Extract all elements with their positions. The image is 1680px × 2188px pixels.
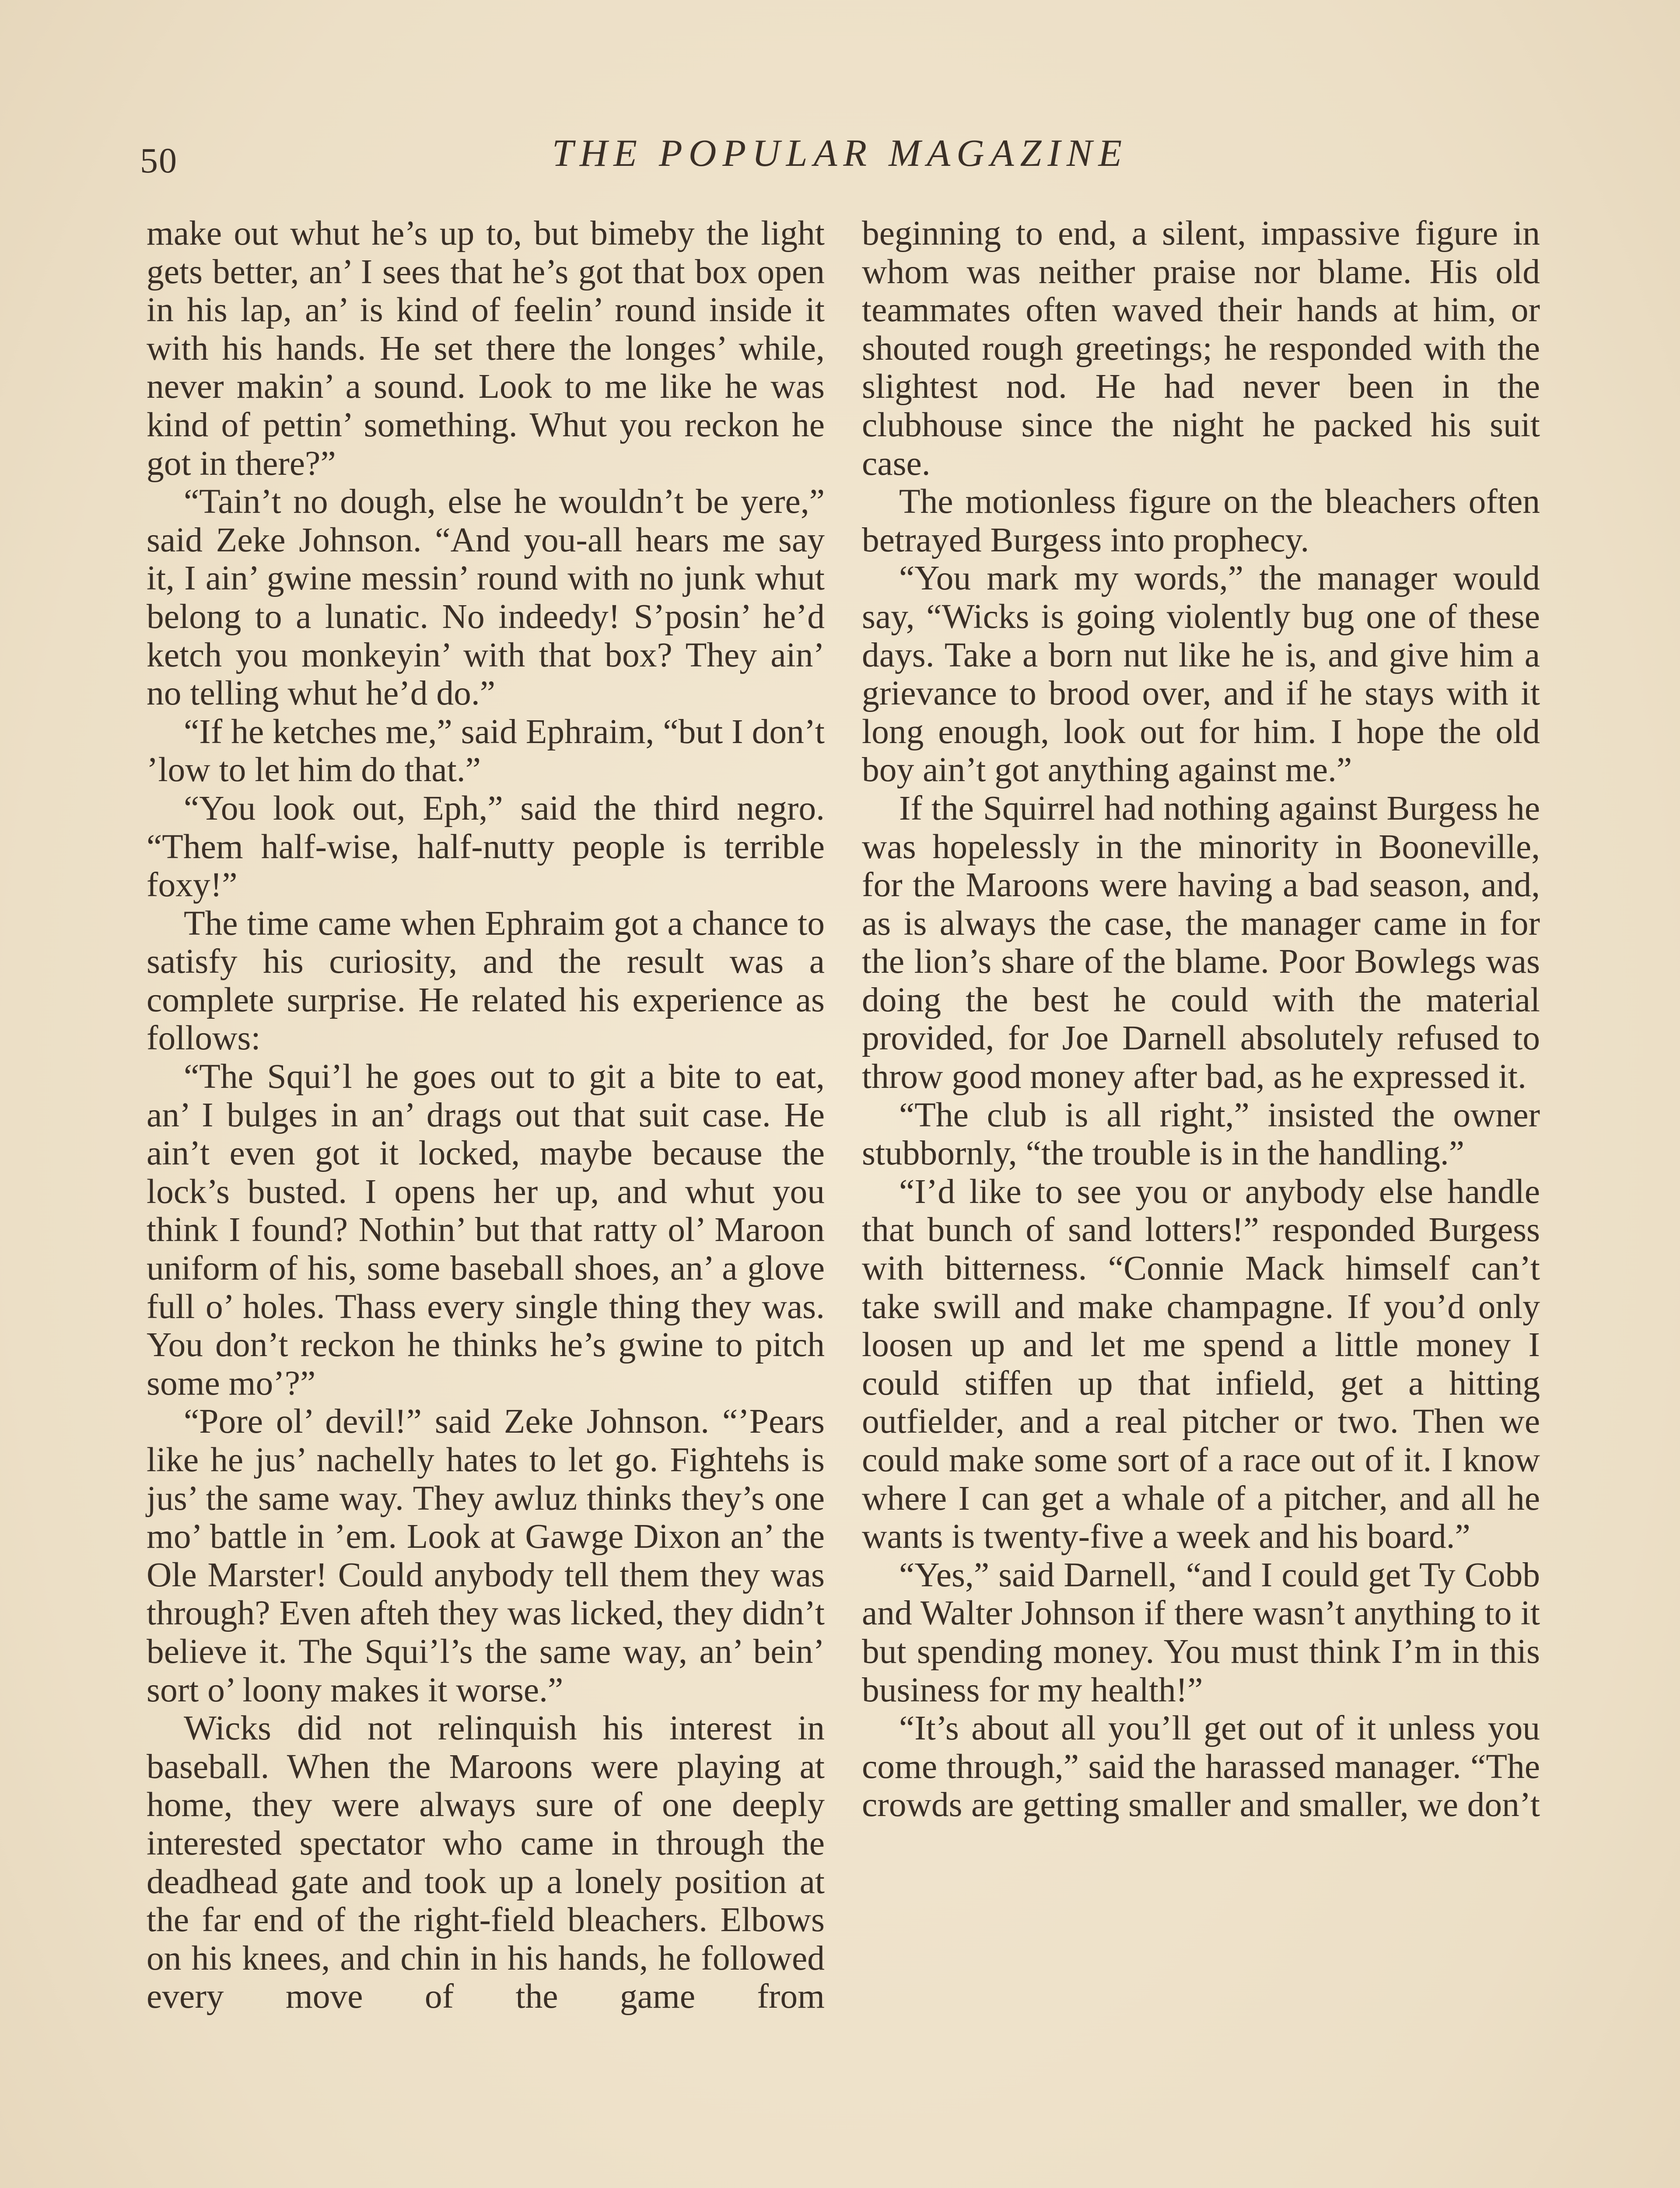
paragraph: Wicks did not relinquish his interest in baseball. When the Maroons were playing at home, they were always sure of one deeply interested spectator who came in through the deadhead gate and took up a lonely position at the far end of the right-field bleachers. Elbows on his knees, and chin in his hands, he followed every move of the game from	[147, 1709, 825, 2016]
running-title: THE POPULAR MAGAZINE	[552, 132, 1128, 175]
paragraph: “It’s about all you’ll get out of it unless you come through,” said the harassed manager. “The crowds are getting smaller and smaller, we don’t	[862, 1709, 1540, 1824]
right-column	[862, 214, 1540, 1824]
page-header	[140, 131, 1540, 193]
paragraph: “You mark my words,” the manager would say, “Wicks is going violently bug one of these days. Take a born nut like he is, and give him a grievance to brood over, and if he stays with it long enough, look out for him. I hope the old boy ain’t got anything against me.”	[862, 559, 1540, 789]
paragraph: “The Squi’l he goes out to git a bite to eat, an’ I bulges in an’ drags out that suit case. He ain’t even got it locked, maybe because the lock’s busted. I opens her up, and whut you think I found? Nothin’ but that ratty ol’ Maroon uniform of his, some baseball shoes, an’ a glove full o’ holes. Thass every single thing they was. You don’t reckon he thinks he’s gwine to pitch some mo’?”	[147, 1057, 825, 1403]
left-column	[147, 214, 825, 2016]
paragraph: “If he ketches me,” said Ephraim, “but I don’t ’low to let him do that.”	[147, 712, 825, 789]
paragraph: “You look out, Eph,” said the third negro. “Them half-wise, half-nutty people is terrible foxy!”	[147, 789, 825, 905]
paragraph: beginning to end, a silent, impassive figure in whom was neither praise nor blame. His old teammates often waved their hands at him, or shouted rough greetings; he responded with the slightest nod. He had never been in the clubhouse since the night he packed his suit case.	[862, 214, 1540, 483]
paragraph: make out whut he’s up to, but bimeby the light gets better, an’ I sees that he’s got that box open in his lap, an’ is kind of feelin’ round inside it with his hands. He set there the longes’ while, never makin’ a sound. Look to me like he was kind of pettin’ something. Whut you reckon he got in there?”	[147, 214, 825, 483]
paragraph: “Tain’t no dough, else he wouldn’t be yere,” said Zeke Johnson. “And you-all hears me say it, I ain’ gwine messin’ round with no junk whut belong to a lunatic. No indeedy! S’posin’ he’d ketch you monkeyin’ with that box? They ain’ no telling whut he’d do.”	[147, 482, 825, 713]
paragraph: The motionless figure on the bleachers often betrayed Burgess into prophecy.	[862, 482, 1540, 559]
paragraph: The time came when Ephraim got a chance to satisfy his curiosity, and the result was a complete surprise. He related his experience as follows:	[147, 904, 825, 1058]
paragraph: “Yes,” said Darnell, “and I could get Ty Cobb and Walter Johnson if there wasn’t anything to it but spending money. You must think I’m in this business for my health!”	[862, 1555, 1540, 1709]
paragraph: “I’d like to see you or anybody else handle that bunch of sand lotters!” responded Burgess with bitterness. “Connie Mack himself can’t take swill and make champagne. If you’d only loosen up and let me spend a little money I could stiffen up that infield, get a hitting outfielder, and a real pitcher or two. Then we could make some sort of a race out of it. I know where I can get a whale of a pitcher, and all he wants is twenty-five a week and his board.”	[862, 1172, 1540, 1556]
paragraph: “The club is all right,” insisted the owner stubbornly, “the trouble is in the handling.”	[862, 1095, 1540, 1173]
paragraph: If the Squirrel had nothing against Burgess he was hopelessly in the minority in Booneville, for the Maroons were having a bad season, and, as is always the case, the manager came in for the lion’s share of the blame. Poor Bowlegs was doing the best he could with the material provided, for Joe Darnell absolutely refused to throw good money after bad, as he expressed it.	[862, 789, 1540, 1096]
paragraph: “Pore ol’ devil!” said Zeke Johnson. “’Pears like he jus’ nachelly hates to let go. Fightehs is jus’ the same way. They awluz thinks they’s one mo’ battle in ’em. Look at Gawge Dixon an’ the Ole Marster! Could anybody tell them they was through? Even afteh they was licked, they didn’t believe it. The Squi’l’s the same way, an’ bein’ sort o’ loony makes it worse.”	[147, 1402, 825, 1709]
page-number: 50	[140, 140, 178, 180]
